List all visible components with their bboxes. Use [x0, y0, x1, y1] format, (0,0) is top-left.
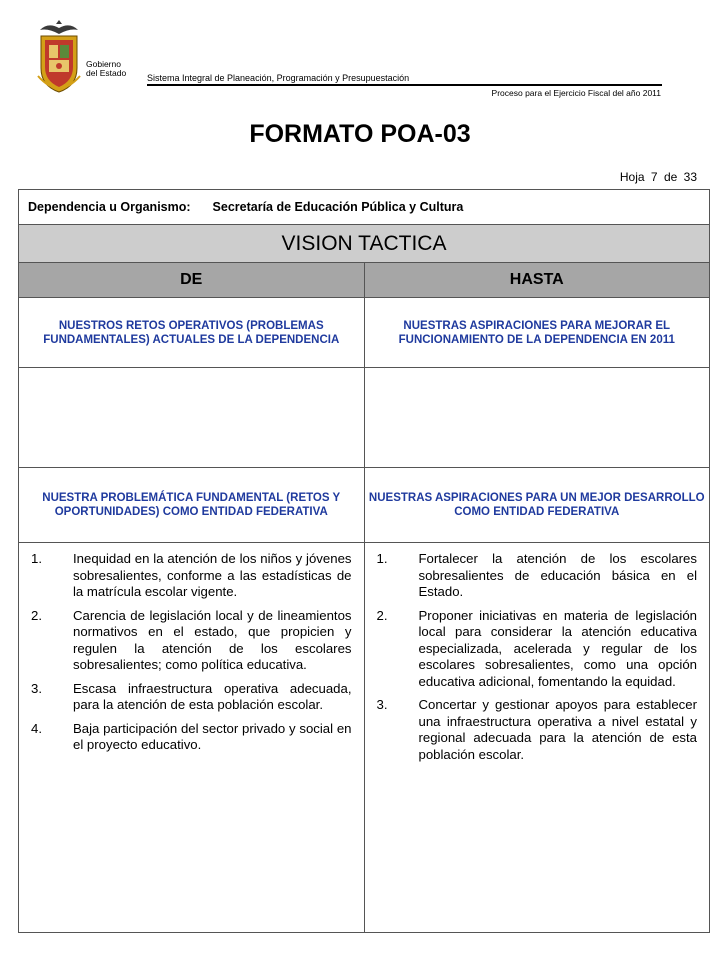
- list-item: [377, 608, 698, 691]
- column-header-hasta: HASTA: [364, 263, 710, 298]
- item-text: Carencia de legislación local y de lineamientos normativos en el estado, que propicien y regulen la atención de los escolares sobresalientes; como política educativa.: [73, 607, 352, 672]
- list-item: [377, 551, 698, 601]
- process-label: Proceso para el Ejercicio Fiscal del año 2011: [491, 88, 661, 98]
- list-item: [31, 551, 352, 601]
- government-line-1: Gobierno: [86, 59, 121, 69]
- item-number: 1.: [376, 551, 388, 566]
- dependency-label: Dependencia u Organismo:: [28, 200, 191, 214]
- document-header: [0, 0, 720, 110]
- list-item: [377, 697, 698, 763]
- item-number: 4.: [31, 720, 42, 736]
- item-number: 2.: [31, 607, 42, 623]
- column-header-de: DE: [19, 263, 365, 298]
- sheet-counter: [620, 170, 697, 184]
- section-title: VISION TACTICA: [19, 225, 710, 263]
- aspirations-list: [377, 551, 698, 763]
- operative-challenges-heading: NUESTROS RETOS OPERATIVOS (PROBLEMAS FUNDAMENTALES) ACTUALES DE LA DEPENDENCIA: [19, 298, 365, 368]
- operative-challenges-cell: [19, 368, 365, 468]
- state-problems-cell: [19, 543, 365, 933]
- item-text: Escasa infraestructura operativa adecuada, para la atención de esta población escolar.: [73, 680, 352, 712]
- government-line-2: del Estado: [86, 68, 127, 78]
- dependency-row: [19, 190, 710, 225]
- list-item: [31, 721, 352, 754]
- sheet-label: Hoja: [619, 170, 645, 184]
- state-problems-heading: NUESTRA PROBLEMÁTICA FUNDAMENTAL (RETOS Y OPORTUNIDADES) COMO ENTIDAD FEDERATIVA: [19, 468, 365, 543]
- page-title: FORMATO POA-03: [249, 120, 471, 148]
- sheet-number: 7: [650, 170, 658, 184]
- list-item: [31, 681, 352, 714]
- state-aspirations-heading: NUESTRAS ASPIRACIONES PARA UN MEJOR DESARROLLO COMO ENTIDAD FEDERATIVA: [364, 468, 710, 543]
- item-text: Concertar y gestionar apoyos para establecer una infraestructura operativa a nivel estatal y regional adecuada para la atención de esta población escolar.: [418, 697, 697, 762]
- item-text: Fortalecer la atención de los escolares sobresalientes de educación básica en el Estado.: [418, 551, 697, 599]
- government-label: [86, 60, 126, 78]
- header-rule: [147, 84, 662, 86]
- problems-list: [31, 551, 352, 754]
- item-number: 3.: [31, 680, 42, 696]
- item-text: Inequidad en la atención de los niños y jóvenes sobresalientes, conforme a las estadísticas de la matrícula escolar vigente.: [73, 551, 352, 599]
- state-seal-icon: [36, 20, 82, 96]
- item-number: 3.: [376, 697, 388, 712]
- dependency-value: Secretaría de Educación Pública y Cultura: [212, 200, 464, 214]
- sheet-total: 33: [683, 170, 697, 184]
- item-text: Proponer iniciativas en materia de legislación local para considerar la atención educativa especializada, acelerada y regular de los escolares sobresalientes, como una opción educativa adicional, fomentando la equidad.: [418, 607, 697, 689]
- sheet-of: de: [663, 170, 678, 184]
- item-number: 1.: [31, 551, 42, 566]
- operative-aspirations-heading: NUESTRAS ASPIRACIONES PARA MEJORAR EL FUNCIONAMIENTO DE LA DEPENDENCIA EN 2011: [364, 298, 710, 368]
- operative-aspirations-cell: [364, 368, 710, 468]
- item-text: Baja participación del sector privado y social en el proyecto educativo.: [73, 720, 352, 752]
- vision-table: [18, 189, 710, 933]
- system-name: Sistema Integral de Planeación, Programación y Presupuestación: [147, 73, 410, 83]
- state-aspirations-cell: [364, 543, 710, 933]
- item-number: 2.: [376, 607, 388, 623]
- list-item: [31, 608, 352, 674]
